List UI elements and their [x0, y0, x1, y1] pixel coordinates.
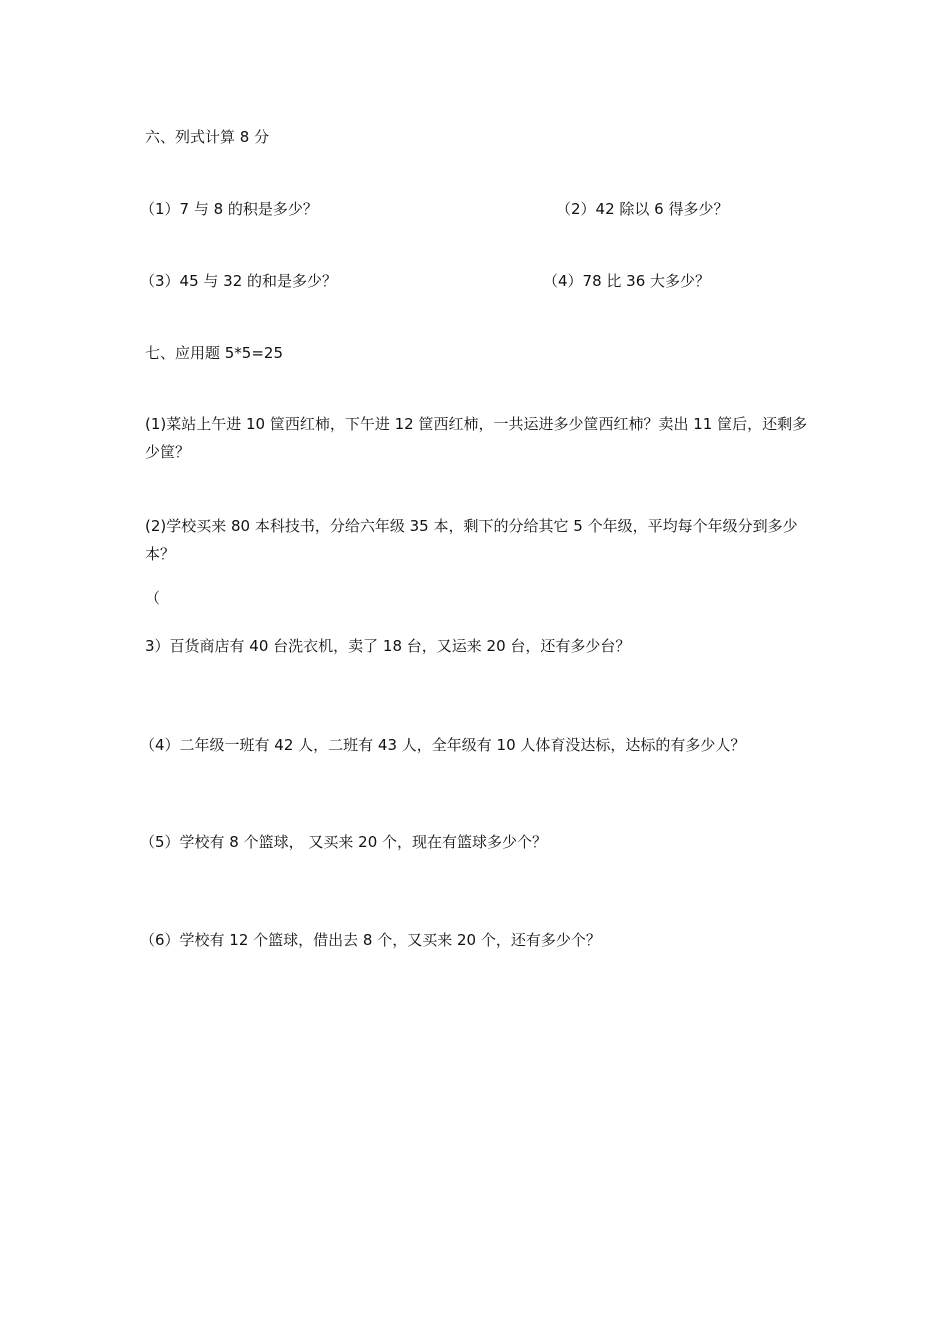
problem-3-open-paren: （: [145, 589, 161, 607]
section6-heading: 六、列式计算 8 分: [145, 128, 270, 146]
problem-1: (1)菜站上午进 10 筐西红柿，下午进 12 筐西红柿，一共运进多少筐西红柿？卖出 11 筐后，还剩多少筐？: [145, 415, 808, 461]
question-1: （1）7 与 8 的积是多少？: [140, 200, 318, 218]
problem-4: （4）二年级一班有 42 人，二班有 43 人，全年级有 10 人体育没达标，达标的有多少人？: [140, 736, 746, 754]
problem-3: 3）百货商店有 40 台洗衣机，卖了 18 台，又运来 20 台，还有多少台？: [145, 637, 631, 655]
question-4: （4）78 比 36 大多少？: [543, 272, 711, 290]
problem-2: (2)学校买来 80 本科技书，分给六年级 35 本，剩下的分给其它 5 个年级，平均每个年级分到多少本？: [145, 517, 798, 563]
problem-5: （5）学校有 8 个篮球， 又买来 20 个，现在有篮球多少个？: [140, 833, 548, 851]
section7-heading: 七、应用题 5*5=25: [145, 344, 284, 362]
question-3: （3）45 与 32 的和是多少？: [140, 272, 338, 290]
question-2: （2）42 除以 6 得多少？: [556, 200, 729, 218]
problem-6: （6）学校有 12 个篮球，借出去 8 个，又买来 20 个，还有多少个？: [140, 931, 601, 949]
